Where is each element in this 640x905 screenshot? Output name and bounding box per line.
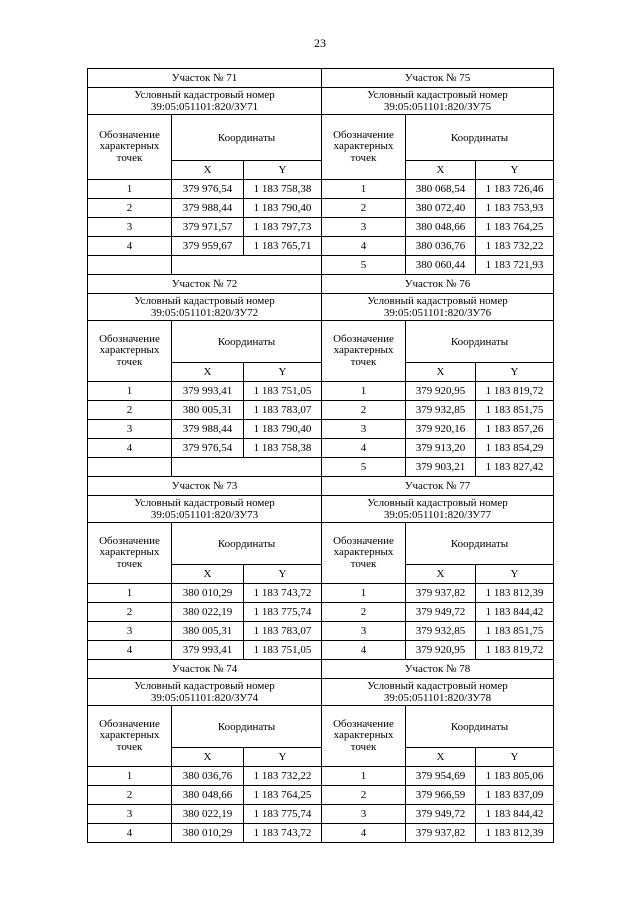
x-coordinate: 379 913,20 (406, 439, 476, 458)
point-number: 3 (88, 622, 172, 641)
y-coordinate: 1 183 790,40 (244, 420, 322, 439)
point-number: 4 (88, 824, 172, 843)
empty-cell (88, 458, 172, 477)
y-coordinate: 1 183 743,72 (244, 584, 322, 603)
point-number: 2 (88, 401, 172, 420)
y-coordinate: 1 183 812,39 (476, 824, 554, 843)
x-header: X (172, 363, 244, 382)
coordinates-header: Координаты (172, 523, 322, 565)
point-designation-header: Обозначение характерных точек (322, 523, 406, 584)
y-coordinate: 1 183 753,93 (476, 199, 554, 218)
y-header: Y (476, 363, 554, 382)
y-header: Y (476, 748, 554, 767)
cadastral-label: Условный кадастровый номер (134, 89, 275, 101)
coordinates-header: Координаты (406, 706, 554, 748)
y-coordinate: 1 183 812,39 (476, 584, 554, 603)
x-coordinate: 379 903,21 (406, 458, 476, 477)
y-header: Y (244, 565, 322, 584)
coordinates-header: Координаты (406, 523, 554, 565)
cadastral-number-row (88, 496, 554, 523)
point-number: 3 (322, 218, 406, 237)
y-coordinate: 1 183 783,07 (244, 401, 322, 420)
y-coordinate: 1 183 851,75 (476, 622, 554, 641)
point-number: 1 (322, 382, 406, 401)
point-designation-header: Обозначение характерных точек (88, 523, 172, 584)
cadastral-label: Условный кадастровый номер (134, 680, 275, 692)
cadastral-number: 39:05:051101:820/ЗУ74 (150, 692, 259, 704)
x-header: X (172, 565, 244, 584)
table-row (88, 786, 554, 805)
x-coordinate: 379 988,44 (172, 199, 244, 218)
x-header: X (406, 363, 476, 382)
point-number: 5 (322, 458, 406, 477)
x-coordinate: 379 993,41 (172, 641, 244, 660)
x-coordinate: 380 005,31 (172, 622, 244, 641)
y-header: Y (244, 363, 322, 382)
point-designation-header: Обозначение характерных точек (322, 321, 406, 382)
x-header: X (172, 748, 244, 767)
plot-title: Участок № 76 (322, 275, 554, 294)
y-coordinate: 1 183 783,07 (244, 622, 322, 641)
plot-title: Участок № 72 (88, 275, 322, 294)
x-coordinate: 379 959,67 (172, 237, 244, 256)
x-coordinate: 379 932,85 (406, 622, 476, 641)
coordinates-header: Координаты (172, 321, 322, 363)
table-row (88, 824, 554, 843)
y-coordinate: 1 183 732,22 (244, 767, 322, 786)
y-coordinate: 1 183 751,05 (244, 382, 322, 401)
x-coordinate: 379 966,59 (406, 786, 476, 805)
x-coordinate: 380 048,66 (172, 786, 244, 805)
plot-title-row (88, 477, 554, 496)
point-number: 3 (88, 420, 172, 439)
cadastral-number-cell (322, 88, 554, 115)
y-coordinate: 1 183 726,46 (476, 180, 554, 199)
x-coordinate: 380 022,19 (172, 805, 244, 824)
point-number: 2 (88, 603, 172, 622)
y-coordinate: 1 183 758,38 (244, 439, 322, 458)
page-number: 23 (314, 36, 326, 50)
table-row (88, 584, 554, 603)
y-coordinate: 1 183 827,42 (476, 458, 554, 477)
point-number: 4 (322, 824, 406, 843)
plot-title: Участок № 71 (88, 69, 322, 88)
x-coordinate: 380 036,76 (172, 767, 244, 786)
table-row (88, 420, 554, 439)
table-row (88, 439, 554, 458)
cadastral-number: 39:05:051101:820/ЗУ76 (383, 307, 492, 319)
cadastral-number-row (88, 294, 554, 321)
plot-title: Участок № 74 (88, 660, 322, 679)
y-coordinate: 1 183 775,74 (244, 805, 322, 824)
x-coordinate: 380 068,54 (406, 180, 476, 199)
point-number: 2 (322, 401, 406, 420)
x-coordinate: 379 993,41 (172, 382, 244, 401)
y-header: Y (476, 161, 554, 180)
column-header-row (88, 523, 554, 565)
cadastral-number: 39:05:051101:820/ЗУ75 (383, 101, 492, 113)
point-number: 3 (322, 622, 406, 641)
y-header: Y (476, 565, 554, 584)
x-coordinate: 379 954,69 (406, 767, 476, 786)
x-header: X (406, 161, 476, 180)
y-coordinate: 1 183 790,40 (244, 199, 322, 218)
y-coordinate: 1 183 851,75 (476, 401, 554, 420)
x-coordinate: 380 005,31 (172, 401, 244, 420)
point-number: 3 (88, 218, 172, 237)
cadastral-number-cell (322, 679, 554, 706)
table-row (88, 237, 554, 256)
table-row (88, 382, 554, 401)
point-number: 1 (88, 767, 172, 786)
cadastral-number: 39:05:051101:820/ЗУ72 (150, 307, 259, 319)
point-designation-header: Обозначение характерных точек (88, 115, 172, 180)
point-number: 1 (88, 584, 172, 603)
x-coordinate: 380 010,29 (172, 824, 244, 843)
x-coordinate: 380 036,76 (406, 237, 476, 256)
y-coordinate: 1 183 857,26 (476, 420, 554, 439)
y-coordinate: 1 183 764,25 (476, 218, 554, 237)
point-number: 2 (88, 786, 172, 805)
point-number: 2 (88, 199, 172, 218)
point-number: 1 (322, 584, 406, 603)
coordinates-header: Координаты (172, 706, 322, 748)
coordinates-header: Координаты (406, 115, 554, 161)
table-row (88, 218, 554, 237)
cadastral-number-cell (88, 88, 322, 115)
plot-title: Участок № 73 (88, 477, 322, 496)
point-number: 4 (322, 641, 406, 660)
cadastral-number: 39:05:051101:820/ЗУ77 (383, 509, 492, 521)
point-number: 5 (322, 256, 406, 275)
point-designation-header: Обозначение характерных точек (88, 321, 172, 382)
y-header: Y (244, 748, 322, 767)
y-coordinate: 1 183 732,22 (476, 237, 554, 256)
cadastral-number: 39:05:051101:820/ЗУ71 (150, 101, 259, 113)
x-coordinate: 380 022,19 (172, 603, 244, 622)
plot-title-row (88, 69, 554, 88)
y-coordinate: 1 183 797,73 (244, 218, 322, 237)
y-coordinate: 1 183 844,42 (476, 805, 554, 824)
cadastral-label: Условный кадастровый номер (367, 295, 508, 307)
y-coordinate: 1 183 765,71 (244, 237, 322, 256)
column-header-row (88, 321, 554, 363)
plot-title: Участок № 75 (322, 69, 554, 88)
x-coordinate: 379 920,95 (406, 641, 476, 660)
table-row (88, 256, 554, 275)
point-number: 4 (88, 641, 172, 660)
x-header: X (406, 565, 476, 584)
coordinates-header: Координаты (406, 321, 554, 363)
cadastral-number-row (88, 679, 554, 706)
x-coordinate: 380 010,29 (172, 584, 244, 603)
x-header: X (172, 161, 244, 180)
x-coordinate: 379 920,16 (406, 420, 476, 439)
cadastral-number-cell (88, 294, 322, 321)
cadastral-number-row (88, 88, 554, 115)
y-coordinate: 1 183 837,09 (476, 786, 554, 805)
cadastral-number-cell (322, 496, 554, 523)
y-coordinate: 1 183 764,25 (244, 786, 322, 805)
x-coordinate: 380 048,66 (406, 218, 476, 237)
x-coordinate: 379 937,82 (406, 584, 476, 603)
point-number: 4 (322, 237, 406, 256)
empty-cell (88, 256, 172, 275)
cadastral-number-cell (88, 679, 322, 706)
table-row (88, 199, 554, 218)
cadastral-number: 39:05:051101:820/ЗУ78 (383, 692, 492, 704)
y-coordinate: 1 183 844,42 (476, 603, 554, 622)
point-number: 2 (322, 199, 406, 218)
cadastral-label: Условный кадастровый номер (367, 497, 508, 509)
point-designation-header: Обозначение характерных точек (322, 115, 406, 180)
point-number: 1 (322, 180, 406, 199)
table-row (88, 641, 554, 660)
plot-title-row (88, 660, 554, 679)
point-designation-header: Обозначение характерных точек (322, 706, 406, 767)
cadastral-label: Условный кадастровый номер (134, 295, 275, 307)
y-coordinate: 1 183 743,72 (244, 824, 322, 843)
y-coordinate: 1 183 854,29 (476, 439, 554, 458)
plot-title: Участок № 77 (322, 477, 554, 496)
cadastral-number-cell (322, 294, 554, 321)
y-coordinate: 1 183 819,72 (476, 641, 554, 660)
cadastral-number-cell (88, 496, 322, 523)
x-coordinate: 379 949,72 (406, 603, 476, 622)
table-row (88, 401, 554, 420)
x-coordinate: 379 971,57 (172, 218, 244, 237)
y-coordinate: 1 183 751,05 (244, 641, 322, 660)
cadastral-label: Условный кадастровый номер (367, 89, 508, 101)
y-coordinate: 1 183 758,38 (244, 180, 322, 199)
column-header-row (88, 115, 554, 161)
coordinates-header: Координаты (172, 115, 322, 161)
x-header: X (406, 748, 476, 767)
empty-cell (172, 256, 322, 275)
point-number: 4 (322, 439, 406, 458)
x-coordinate: 379 920,95 (406, 382, 476, 401)
point-number: 4 (88, 237, 172, 256)
point-number: 3 (322, 805, 406, 824)
table-row (88, 603, 554, 622)
x-coordinate: 379 976,54 (172, 180, 244, 199)
point-number: 3 (322, 420, 406, 439)
point-number: 1 (88, 180, 172, 199)
x-coordinate: 379 988,44 (172, 420, 244, 439)
table-row (88, 767, 554, 786)
plot-title: Участок № 78 (322, 660, 554, 679)
table-row (88, 805, 554, 824)
x-coordinate: 379 937,82 (406, 824, 476, 843)
point-number: 1 (322, 767, 406, 786)
column-header-row (88, 706, 554, 748)
plot-title-row (88, 275, 554, 294)
table-row (88, 622, 554, 641)
point-number: 2 (322, 786, 406, 805)
y-coordinate: 1 183 819,72 (476, 382, 554, 401)
x-coordinate: 380 072,40 (406, 199, 476, 218)
y-coordinate: 1 183 721,93 (476, 256, 554, 275)
y-header: Y (244, 161, 322, 180)
cadastral-number: 39:05:051101:820/ЗУ73 (150, 509, 259, 521)
x-coordinate: 379 976,54 (172, 439, 244, 458)
x-coordinate: 379 932,85 (406, 401, 476, 420)
point-number: 4 (88, 439, 172, 458)
y-coordinate: 1 183 775,74 (244, 603, 322, 622)
x-coordinate: 379 949,72 (406, 805, 476, 824)
cadastral-label: Условный кадастровый номер (134, 497, 275, 509)
empty-cell (172, 458, 322, 477)
y-coordinate: 1 183 805,06 (476, 767, 554, 786)
coordinates-table (87, 68, 554, 843)
point-number: 1 (88, 382, 172, 401)
x-coordinate: 380 060,44 (406, 256, 476, 275)
table-row (88, 180, 554, 199)
point-number: 3 (88, 805, 172, 824)
point-number: 2 (322, 603, 406, 622)
table-row (88, 458, 554, 477)
cadastral-label: Условный кадастровый номер (367, 680, 508, 692)
point-designation-header: Обозначение характерных точек (88, 706, 172, 767)
